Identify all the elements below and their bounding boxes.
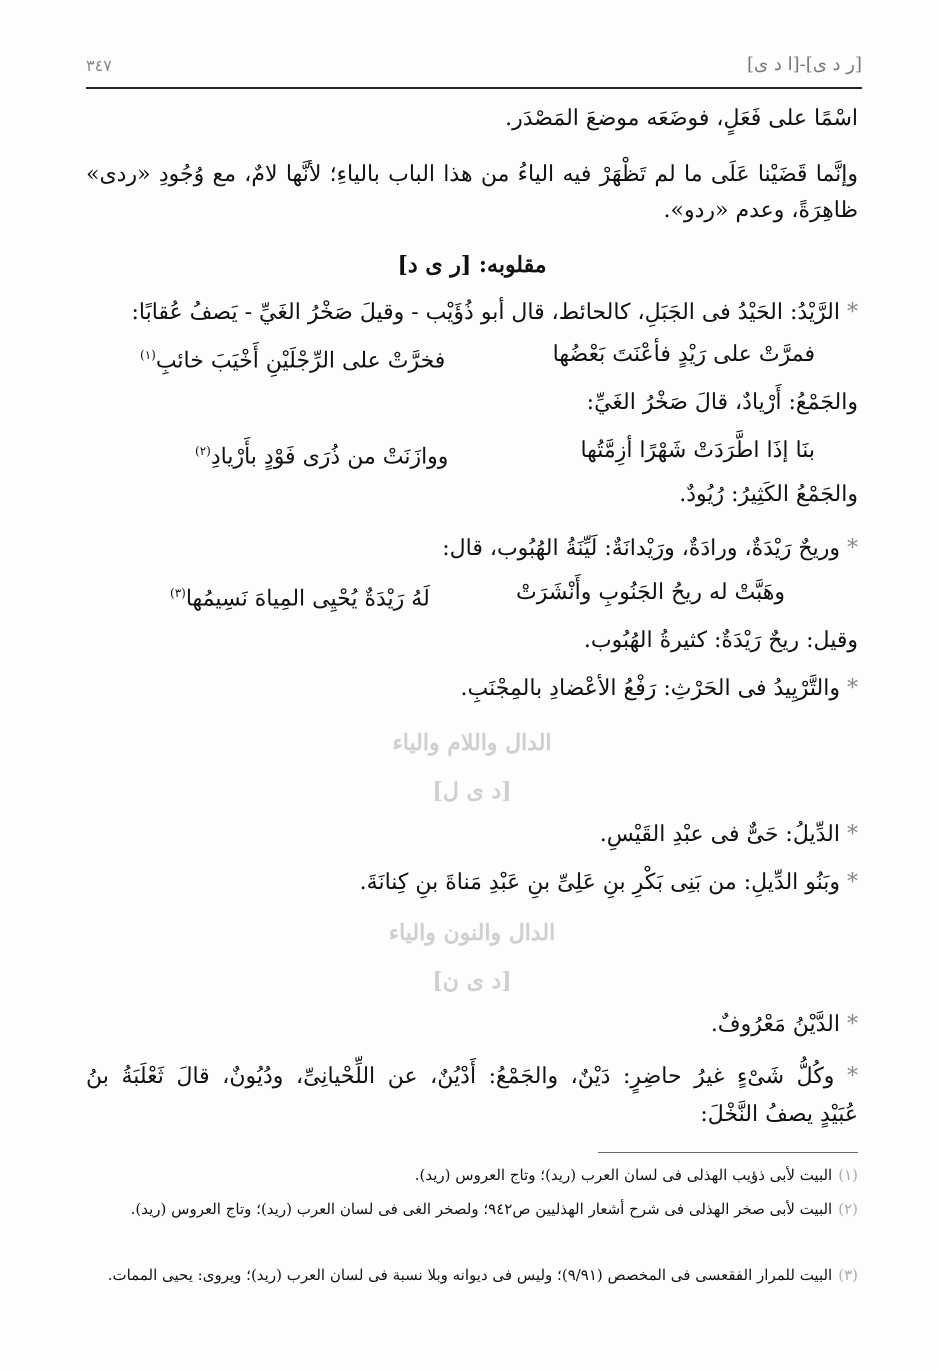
text-line: عُبَيْدٍ يصفُ النَّخْلَ:	[700, 1102, 858, 1127]
entry-marker: *	[847, 1064, 858, 1089]
entry-text: وريحٌ رَيْدَةٌ، ورادَةٌ، ورَيْدانَةٌ: لَيِّنَةُ الهُبُوب، قال:	[442, 536, 840, 561]
entry-line	[600, 820, 858, 850]
text-line: اسْمًا على فَعَلٍ، فوضَعَه موضعَ المَصْدَر.	[505, 106, 858, 131]
entry-marker: *	[847, 870, 858, 895]
verse-hemistich-right: فمرَّتْ على رَيْدٍ فأعْنَتَ بَعْضُها	[552, 342, 815, 367]
entry-line	[360, 868, 858, 898]
entry-text: وبَنُو الدِّيلِ: من بَنِى بَكْرِ بنِ عَلِىِّ بنِ عَبْدِ مَناةَ بنِ كِنانَةَ.	[359, 870, 840, 895]
footnote-number: (٢)	[838, 1200, 858, 1218]
entry-line	[711, 1010, 858, 1040]
entry-text: والتَّرْيِيدُ فى الحَرْثِ: رَفْعُ الأعْضادِ بالمِجْنَبِ.	[460, 676, 840, 701]
footnote-text: البيت لأبى صخر الهذلى فى شرح أشعار الهذليين ص٩٤٢؛ ولصخر الغى فى لسان العرب (ريد)؛ وتاج العروس (ريد).	[130, 1200, 833, 1218]
footnote-ref: (٣)	[170, 586, 186, 600]
entry-line	[460, 674, 858, 704]
footnote-text: البيت للمرار الفقعسى فى المخصص (٩/٩١)؛ وليس فى ديوانه وبلا نسبة فى لسان العرب (ريد)؛ ويروى: يحيى الممات.	[107, 1266, 833, 1284]
page-number: ٣٤٧	[86, 56, 112, 75]
header-rule	[86, 87, 862, 89]
verse-hemistich-left	[170, 578, 430, 614]
text-line: وقيل: ريحٌ رَيْدَةٌ: كثيرةُ الهُبُوب.	[583, 628, 858, 653]
verse-text: ووازَنَتْ من ذُرَى فَوْدٍ بأَرْيادِ	[210, 444, 449, 470]
entry-marker: *	[847, 300, 858, 325]
section-heading: الدال واللام والياء	[392, 730, 552, 756]
verse-hemistich-left	[195, 436, 448, 472]
entry-line	[86, 1062, 858, 1092]
entry-marker: *	[847, 536, 858, 561]
footnote-number: (١)	[838, 1166, 858, 1184]
entry-text: الدِّيلُ: حَىٌّ فى عبْدِ القَيْسِ.	[599, 822, 840, 847]
footnote-number: (٣)	[838, 1266, 858, 1284]
verse-hemistich-left	[140, 340, 445, 376]
verse-text: فخرَّتْ على الرِّجْلَيْنِ أَخْيَبَ خائبِ	[155, 348, 446, 374]
text-line: والجَمْعُ الكَثِيرُ: رُيُودٌ.	[679, 482, 858, 507]
entry-text: الدَّيْنُ مَعْرُوفٌ.	[710, 1012, 840, 1037]
text-line: ظاهِرَةً، وعدم «ردو».	[663, 198, 858, 223]
verse-text: لَهُ رَيْدَةٌ يُحْيِى المِياهَ نَسِيمُها	[185, 586, 430, 612]
entry-marker: *	[847, 676, 858, 701]
text-line: والجَمْعُ: أَرْيادٌ، قالَ صَخْرُ الغَيِّ:	[586, 390, 858, 415]
running-title: [ر د ى]-[ا د ى]	[747, 54, 862, 75]
verse-hemistich-right: بنَا إذَا اطَّرَدَتْ شَهْرًا أزِمَّتُها	[580, 438, 815, 463]
entry-marker: *	[847, 822, 858, 847]
entry-line	[442, 534, 858, 564]
section-subheading: [د ى ن]	[432, 968, 512, 994]
section-heading: الدال والنون والياء	[388, 920, 556, 946]
footnote-text: البيت لأبى ذؤيب الهذلى فى لسان العرب (ريد)؛ وتاج العروس (ريد).	[414, 1166, 833, 1184]
footnote	[86, 1262, 858, 1288]
footnote-ref: (٢)	[195, 444, 211, 458]
footnote-ref: (١)	[140, 348, 156, 362]
entry-text: الرَّيْدُ: الحَيْدُ فى الجَبَلِ، كالحائط، قال أبو ذُؤَيْب - وقيلَ صَخْرُ الغَيِّ - يَصفُ عُقابًا:	[131, 300, 840, 325]
footnote-rule	[598, 1152, 858, 1153]
section-heading: مقلوبه: [ر ى د]	[397, 252, 547, 278]
verse-hemistich-right: وهَبَّتْ له ريحُ الجَنُوبِ وأَنْشَرَتْ	[516, 580, 785, 605]
footnote	[86, 1196, 858, 1222]
entry-line	[131, 298, 858, 328]
text-line: وإنَّما قَضَيْنا عَلَى ما لم تَظْهَرْ فيه الياءُ من هذا الباب بالياءِ؛ لأنَّها لامٌ، مع وُجُودِ «ردى»	[86, 162, 858, 187]
footnote	[86, 1162, 858, 1188]
section-subheading: [د ى ل]	[432, 778, 512, 804]
entry-text: وكُلُّ شَىْءٍ غيرُ حاضِرٍ: دَيْنٌ، والجَمْعُ: أَدْيُنٌ، عن اللِّحْيانِىِّ، ودُيُونٌ، قالَ ثَعْلَبَةُ بنُ	[86, 1064, 835, 1089]
page-header	[86, 50, 862, 84]
entry-marker: *	[847, 1012, 858, 1037]
